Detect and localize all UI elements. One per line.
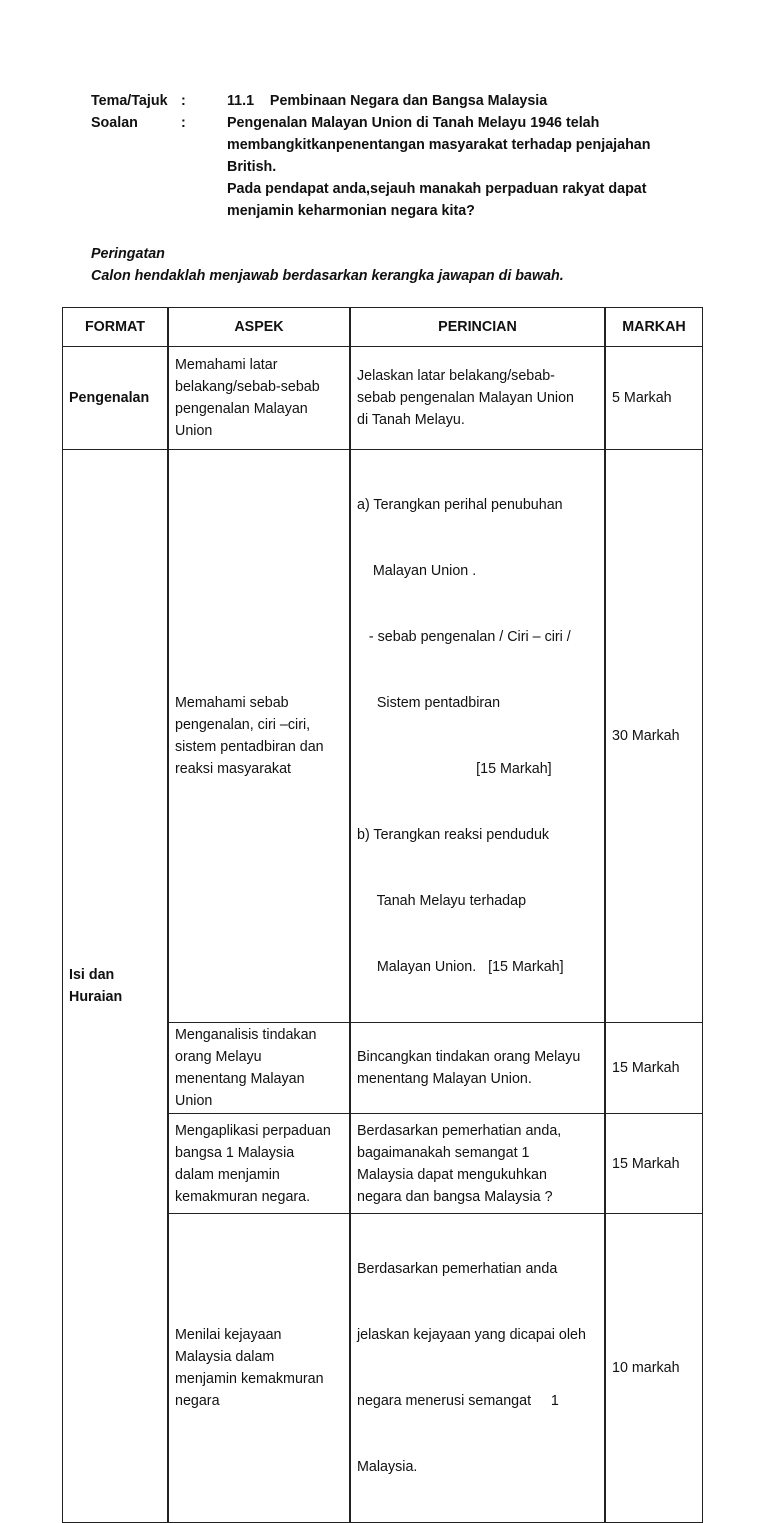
aspek-line: Mengaplikasi perpaduan [175,1122,331,1139]
perincian-line: - sebab pengenalan / Ciri – ciri / [357,629,571,645]
format-cell [63,450,168,1522]
soalan-line: Pada pendapat anda,sejauh manakah perpaduan rakyat dapat [227,181,647,197]
notice-title: Peringatan [91,246,165,262]
aspek-cell [168,347,350,450]
aspek-line: pengenalan Malayan [175,401,308,417]
notice-text: Calon hendaklah menjawab berdasarkan kerangka jawapan di bawah. [91,268,564,284]
soalan-line: membangkitkanpenentangan masyarakat terhadap penjajahan [227,137,651,153]
perincian-line: di Tanah Melayu. [357,412,465,428]
aspek-line: kemakmuran negara. [175,1188,311,1205]
soalan-line: menjamin keharmonian negara kita? [227,203,475,219]
markah-cell [605,1114,702,1214]
answer-framework-table [62,307,703,1523]
perincian-line: b) Terangkan reaksi penduduk [357,827,550,843]
perincian-line: Tanah Melayu terhadap [357,893,527,909]
perincian-cell [350,1114,605,1214]
markah-value: 30 Markah [612,728,680,744]
perincian-line: Sistem pentadbiran [357,695,501,711]
perincian-line: Malayan Union . [357,563,477,579]
aspek-line: Union [175,1093,213,1109]
perincian-cell [350,450,605,1023]
aspek-cell [168,1114,350,1214]
perincian-line: Berdasarkan pemerhatian anda [357,1261,558,1277]
perincian-cell [350,347,605,450]
format-line: Isi dan [69,967,115,983]
aspek-line: Menilai kejayaan [175,1327,282,1343]
perincian-line: Malaysia. [357,1459,418,1475]
perincian-line: a) Terangkan perihal penubuhan [357,497,563,513]
markah-value: 15 Markah [612,1060,680,1076]
aspek-line: Union [175,423,213,439]
perincian-line: Malayan Union. [15 Markah] [357,959,564,975]
aspek-line: menentang Malayan [175,1071,305,1087]
format-line: Huraian [69,989,123,1005]
perincian-cell [350,1214,605,1522]
aspek-line: Menganalisis tindakan [175,1027,317,1043]
format-isi-huraian [63,964,167,1008]
format-pengenalan: Pengenalan [69,390,150,406]
soalan-colon: : [181,115,186,131]
markah-value: 10 markah [612,1360,680,1376]
aspek-cell [168,1023,350,1114]
table-row [63,347,702,450]
perincian-line: jelaskan kejayaan yang dicapai oleh [357,1327,586,1343]
perincian-line: sebab pengenalan Malayan Union [357,390,575,406]
perincian-line: Jelaskan latar belakang/sebab- [357,368,555,384]
soalan-line: Pengenalan Malayan Union di Tanah Melayu 1946 telah [227,115,600,131]
perincian-line: Malaysia dapat mengukuhkan [357,1166,547,1183]
table-header-row [63,308,702,347]
aspek-cell [168,1214,350,1522]
format-cell [63,347,168,450]
header-markah: MARKAH [605,308,702,347]
aspek-line: Memahami sebab [175,695,289,711]
tema-text: 11.1 Pembinaan Negara dan Bangsa Malaysia [227,93,548,109]
table-row [63,450,702,1023]
perincian-line: bagaimanakah semangat 1 [357,1144,530,1161]
perincian-line: Berdasarkan pemerhatian anda, [357,1122,562,1139]
soalan-label: Soalan [91,115,138,131]
perincian-line: menentang Malayan Union. [357,1071,532,1087]
aspek-line: orang Melayu [175,1049,262,1065]
perincian-line: Bincangkan tindakan orang Melayu [357,1049,581,1065]
header-aspek: ASPEK [168,308,350,347]
markah-value: 15 Markah [612,1155,680,1172]
markah-value: 5 Markah [612,390,672,406]
soalan-line: British. [227,159,277,175]
aspek-line: negara [175,1393,220,1409]
notice [91,243,564,287]
aspek-line: menjamin kemakmuran [175,1371,324,1387]
aspek-line: dalam menjamin [175,1166,280,1183]
perincian-line: negara dan bangsa Malaysia ? [357,1188,553,1205]
aspek-line: Malaysia dalam [175,1349,275,1365]
perincian-line: [15 Markah] [357,761,552,777]
tema-label: Tema/Tajuk [91,93,168,109]
aspek-line: belakang/sebab-sebab [175,379,320,395]
soalan-text [227,112,687,222]
aspek-line: pengenalan, ciri –ciri, [175,717,311,733]
aspek-line: reaksi masyarakat [175,761,292,777]
markah-cell [605,1023,702,1114]
tema-colon: : [181,93,186,109]
markah-cell [605,347,702,450]
aspek-line: Memahami latar [175,357,278,373]
perincian-cell [350,1023,605,1114]
aspek-line: sistem pentadbiran dan [175,739,324,755]
markah-cell [605,450,702,1023]
header-perincian: PERINCIAN [350,308,605,347]
header-format: FORMAT [63,308,168,347]
aspek-line: bangsa 1 Malaysia [175,1144,295,1161]
markah-cell [605,1214,702,1522]
perincian-line: negara menerusi semangat 1 [357,1393,559,1409]
aspek-cell [168,450,350,1023]
